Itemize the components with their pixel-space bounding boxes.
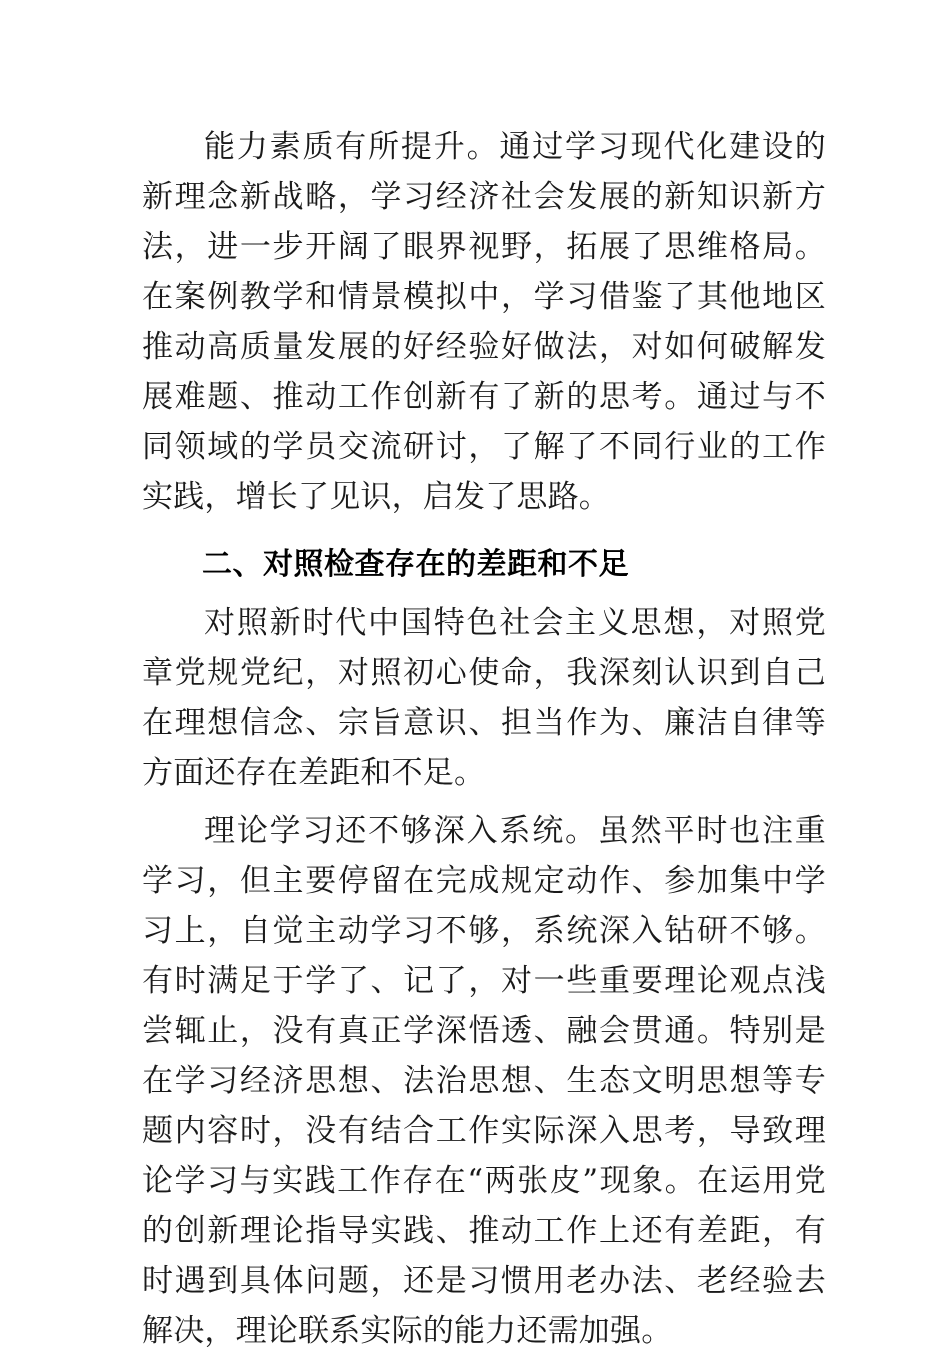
paragraph-capability-improvement: 能力素质有所提升。通过学习现代化建设的新理念新战略，学习经济社会发展的新知识新方法，进一步开阔了眼界视野，拓展了思维格局。在案例教学和情景模拟中，学习借鉴了其他地区推动高质量发展的好经验好做法，对如何破解发展难题、推动工作创新有了新的思考。通过与不同领域的学员交流研讨，了解了不同行业的工作实践，增长了见识，启发了思路。 <box>142 129 826 515</box>
document-text-body <box>142 122 826 1356</box>
paragraph-theory-study-gap: 理论学习还不够深入系统。虽然平时也注重学习，但主要停留在完成规定动作、参加集中学习上，自觉主动学习不够，系统深入钻研不够。有时满足于学了、记了，对一些重要理论观点浅尝辄止，没有真正学深悟透、融会贯通。特别是在学习经济思想、法治思想、生态文明思想等专题内容时，没有结合工作实际深入思考，导致理论学习与实践工作存在“两张皮”现象。在运用党的创新理论指导实践、推动工作上还有差距，有时遇到具体问题，还是习惯用老办法、老经验去解决，理论联系实际的能力还需加强。 <box>142 813 826 1349</box>
heading-section-two: 二、对照检查存在的差距和不足 <box>202 547 629 582</box>
spacer-between-paragraphs <box>142 798 826 806</box>
spacer-before-heading <box>142 522 826 540</box>
spacer-after-heading <box>142 590 826 598</box>
paragraph-comparison-intro: 对照新时代中国特色社会主义思想，对照党章党规党纪，对照初心使命，我深刻认识到自己在理想信念、宗旨意识、担当作为、廉洁自律等方面还存在差距和不足。 <box>142 605 826 791</box>
